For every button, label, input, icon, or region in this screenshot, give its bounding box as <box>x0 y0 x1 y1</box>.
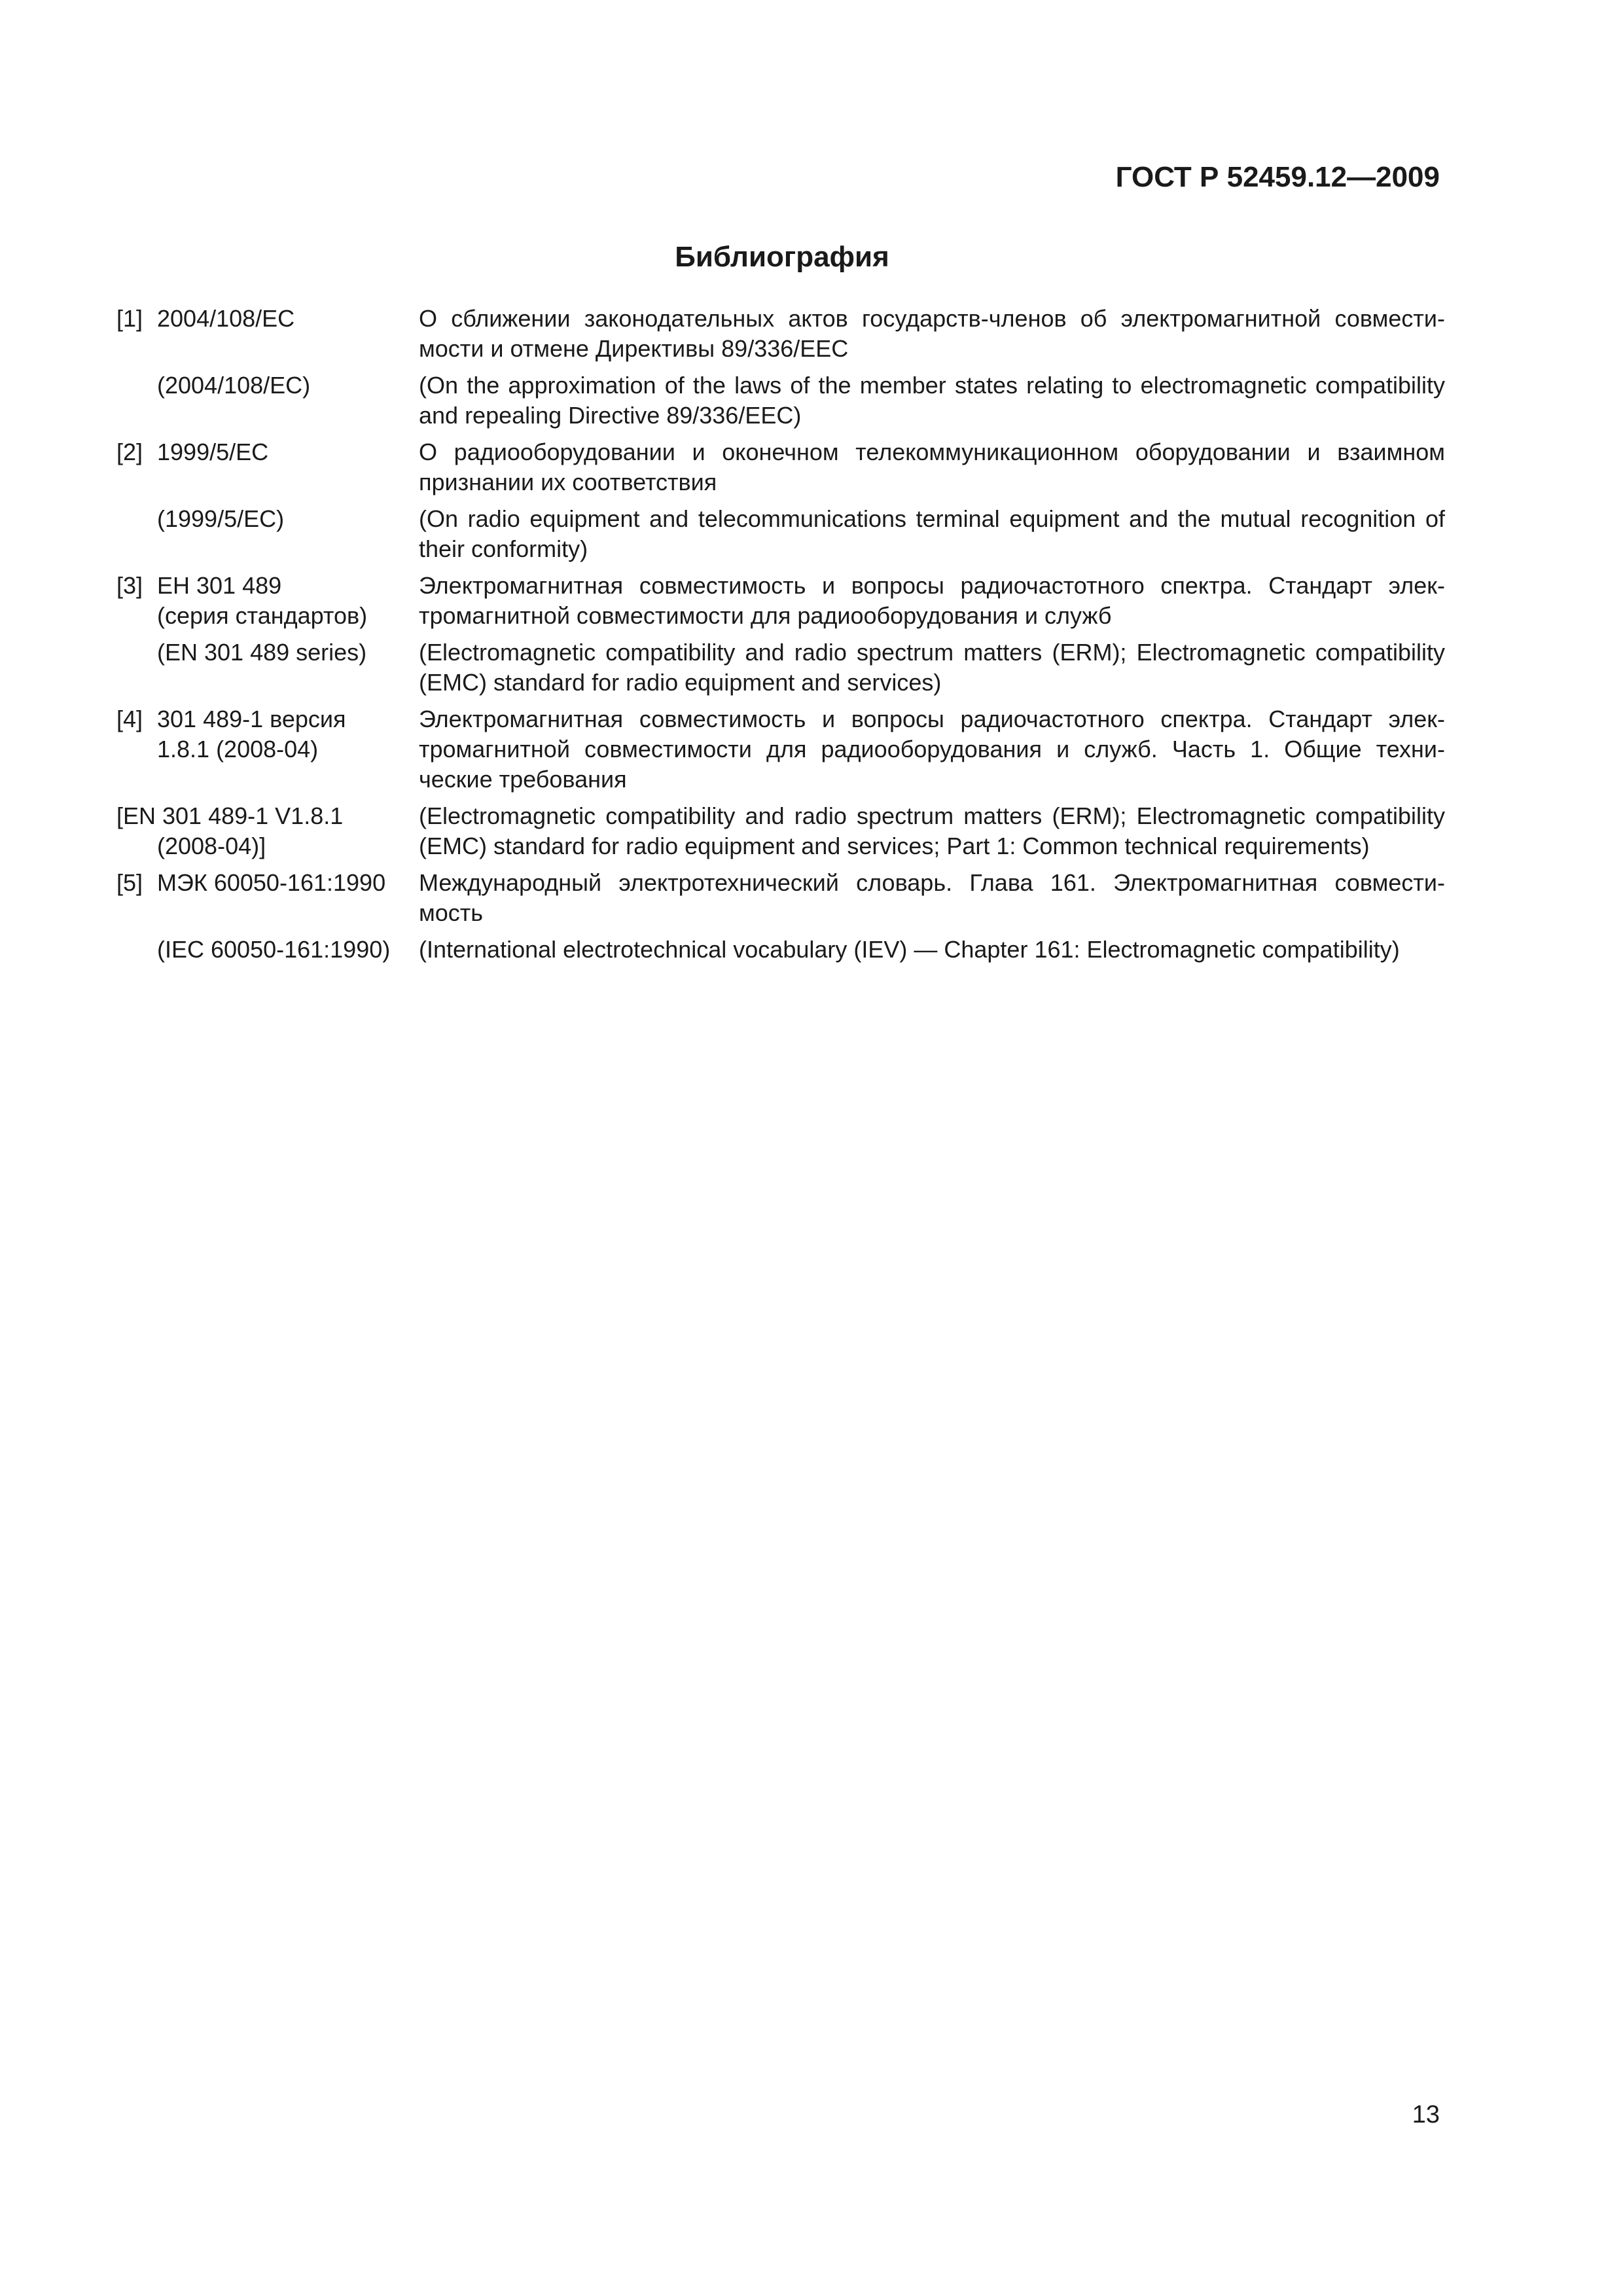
entry-description: (Electromagnetic compatibility and radio spectrum matters (ERM); Electromagnetic compatibility (EMC) standard for radio equipment and services; Part 1: Common technical requirements) <box>419 802 1445 859</box>
document-code: ГОСТ Р 52459.12—2009 <box>1115 161 1440 193</box>
entry-description: (International electrotechnical vocabulary (IEV) — Chapter 161: Electromagnetic compatibility) <box>419 936 1400 963</box>
bibliography-entry <box>116 504 1445 564</box>
entry-description: О радиооборудовании и оконечном телекоммуникационном оборудовании и взаимном признании их соответствия <box>419 439 1445 495</box>
entry-reference <box>157 704 419 795</box>
reference-line: ЕН 301 489 <box>157 572 282 599</box>
entry-reference <box>157 370 419 431</box>
entry-reference <box>157 868 419 928</box>
reference-line: 1.8.1 (2008-04) <box>157 736 319 762</box>
entry-number <box>116 504 157 564</box>
reference-line: 301 489-1 версия <box>157 706 346 732</box>
page-number: 13 <box>1412 2101 1440 2128</box>
entry-reference <box>157 935 419 965</box>
entry-number <box>116 637 157 698</box>
entry-reference <box>157 304 419 364</box>
bibliography-entry <box>116 304 1445 364</box>
entry-number: [4] <box>116 706 143 732</box>
reference-line: [EN 301 489-1 V1.8.1 <box>116 802 344 829</box>
bibliography-entry <box>116 801 1445 861</box>
reference-line: (2008-04)] <box>157 833 266 859</box>
entry-description: (Electromagnetic compatibility and radio spectrum matters (ERM); Electromagnetic compatibility (EMC) standard for radio equipment and services) <box>419 639 1445 696</box>
entry-description: Электромагнитная совместимость и вопросы радиочастотного спектра. Стандарт элек-тромагнитной совместимости для радиооборудования и служб. Часть 1. Общие техни-ческие требования <box>419 706 1445 793</box>
entry-number: [3] <box>116 572 143 599</box>
entry-reference <box>157 571 419 631</box>
bibliography-entry <box>116 437 1445 497</box>
entry-number: [5] <box>116 869 143 896</box>
entry-reference <box>157 637 419 698</box>
bibliography-entry <box>116 704 1445 795</box>
reference-line: (IEC 60050-161:1990) <box>157 936 391 963</box>
bibliography-entry <box>116 571 1445 631</box>
entry-number <box>116 935 157 965</box>
entry-description: Международный электротехнический словарь. Глава 161. Электромагнитная совмести-мость <box>419 869 1445 926</box>
reference-line: 2004/108/ЕС <box>157 305 295 332</box>
entry-description: О сближении законодательных актов государств-членов об электромагнитной совмести-мости и отмене Директивы 89/336/ЕЕС <box>419 305 1445 362</box>
reference-line: 1999/5/ЕС <box>157 439 269 465</box>
section-title: Библиография <box>675 241 889 273</box>
reference-line: (2004/108/ЕС) <box>157 372 311 399</box>
bibliography-entry <box>116 370 1445 431</box>
bibliography-entry <box>116 637 1445 698</box>
bibliography-list <box>116 304 1445 971</box>
entry-description: Электромагнитная совместимость и вопросы радиочастотного спектра. Стандарт элек-тромагнитной совместимости для радиооборудования и служб <box>419 572 1445 629</box>
bibliography-entry <box>116 935 1445 965</box>
entry-description: (On radio equipment and telecommunications terminal equipment and the mutual recognition of their conformity) <box>419 505 1445 562</box>
reference-line: (серия стандартов) <box>157 602 368 629</box>
entry-description: (On the approximation of the laws of the member states relating to electromagnetic compatibility and repealing Directive 89/336/EEC) <box>419 372 1445 429</box>
entry-reference <box>116 801 419 861</box>
entry-number: [2] <box>116 439 143 465</box>
bibliography-entry <box>116 868 1445 928</box>
entry-reference <box>157 504 419 564</box>
entry-number: [1] <box>116 305 143 332</box>
entry-number <box>116 370 157 431</box>
reference-line: МЭК 60050-161:1990 <box>157 869 386 896</box>
reference-line: (EN 301 489 series) <box>157 639 367 666</box>
reference-line: (1999/5/ЕС) <box>157 505 285 532</box>
entry-reference <box>157 437 419 497</box>
